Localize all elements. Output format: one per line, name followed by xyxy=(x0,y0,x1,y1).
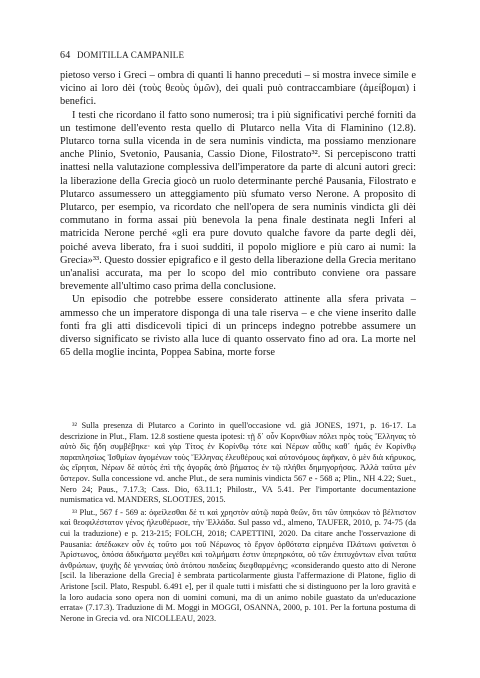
main-text xyxy=(60,69,416,359)
footnote-33: ³³ Plut., 567 f - 569 a: ὀφείλεσθαι δέ τι καὶ χρηστὸν αὐτῷ παρὰ θεῶν, ὅτι τῶν ὑπηκόων τὸ βέλτιστον καὶ θεοφιλέστατον γένος ἠλευθέρωσε, τὴν Ἑλλάδα. Sul passo vd., almeno, TAUFER, 2010, p. 74-75 (da cui la traduzione) e p. 213-215; FOLCH, 2018; CAPETTINI, 2020. Da citare anche l'osservazione di Pausania: ἀπέδωκεν οὖν ἐς τοῦτο μοι τοῦ Νέρωνος τὸ ἔργον ὀρθότατα εἰρημένα Πλάτωνι φαίνεται ὁ Ἀρίστωνος, ὁπόσα ἀδικήματα μεγέθει καὶ τολμήματι ἐστιν ὑπερηρκότα, οὐ τῶν ἐπιτυχόντων εἶναι ταῦτα ἀνθρώπων, ψυχῆς δὲ γενναίας ὑπὸ ἀτόπου παιδείας διεφθαρμένης; «considerando questo atto di Nerone [scil. la liberazione della Grecia] è sembrata particolarmente giusta l'affermazione di Platone, figlio di Aristone [scil. Plato, Respubl. 6.491 e], per il quale tutti i misfatti che si distinguono per la loro gravità e la loro audacia sono opera non di uomini comuni, ma di un animo nobile guastato da un'educazione errata» (7.17.3). Traduzione di M. Moggi in MOGGI, OSANNA, 2000, p. 101. Per la fortuna postuma di Nerone in Grecia vd. ora NICOLLEAU, 2023. xyxy=(60,507,416,623)
paragraph-2: I testi che ricordano il fatto sono numerosi; tra i più significativi perché forniti da un testimone dell'evento resta quello di Plutarco nella Vita di Flaminino (12.8). Plutarco torna sulla vicenda in de sera numinis vindicta, ma possiamo menzionare anche Plinio, Svetonio, Pausania, Cassio Dione, Filostrato³². Si percepiscono tratti inattesi nella valutazione complessiva dell'imperatore da parte di alcuni autori greci: la liberazione della Grecia giocò un ruolo determinante perché Pausania, Filostrato e Plutarco assumessero un atteggiamento più sfumato verso Nerone. A proposito di Plutarco, per esempio, va ricordato che nell'opera de sera numinis vindicta gli dèi commutano in forma assai più benevola la pena finale destinata negli Inferi al matricida Nerone perché «gli era pure dovuto qualche favore da parte degli dèi, poiché aveva liberato, fra i suoi sudditi, il popolo migliore e più caro ai numi: la Grecia»³³. Questo dossier epigrafico e il gesto della liberazione della Grecia meritano un'analisi accurata, ma per lo scopo del mio contributo conviene ora passare brevemente all'ultimo caso prima della conclusione. xyxy=(60,109,416,293)
footnote-32: ³² Sulla presenza di Plutarco a Corinto in quell'occasione vd. già JONES, 1971, p. 16-17. La descrizione in Plut., Flam. 12.8 sostiene questa ipotesi: τῇ δ᾽ οὖν Κορινθίων πόλει πρὸς τοὺς Ἕλληνας τὸ αὐτὸ δὶς ἤδη συμβέβηκε· καὶ γὰρ Τίτος ἐν Κορίνθῳ τότε καὶ Νέρων αὖθις καθ᾽ ἡμᾶς ἐν Κορίνθῳ παραπλησίως Ἰσθμίων ἀγομένων τοὺς Ἕλληνας ἐλευθέρους καὶ αὐτονόμους ἀφῆκαν, ὁ μὲν διὰ κήρυκος, ὡς εἴρηται, Νέρων δὲ αὐτὸς ἐπὶ τῆς ἀγορᾶς ἀπὸ βήματος ἐν τῷ πλήθει δημηγορήσας. Ἀλλὰ ταῦτα μὲν ὕστερον. Sulla concessione vd. anche Plut., de sera numinis vindicta 567 e - 568 a; Plin., NH 4.22; Suet., Nero 24; Paus., 7.17.3; Cass. Dio, 63.11.1; Philostr., VA 5.41. Per l'importante documentazione numismatica vd. MANDERS, SLOOTJES, 2015. xyxy=(60,421,416,505)
page-number: 64 xyxy=(60,50,71,61)
footnotes xyxy=(60,421,416,624)
author-name: DOMITILLA CAMPANILE xyxy=(76,50,185,60)
paragraph-3: Un episodio che potrebbe essere considerato attinente alla sfera privata – ammesso che un imperatore disponga di una tale riserva – e che viene inserito dalle fonti fra gli atti disdicevoli tipici di un princeps indegno potrebbe assumere un diverso significato se rivisto alla luce di quanto osservato fino ad ora. La morte nel 65 della moglie incinta, Poppea Sabina, morte forse xyxy=(60,294,416,359)
running-header xyxy=(60,50,184,61)
paragraph-1: pietoso verso i Greci – ombra di quanti li hanno preceduti – si mostra invece simile e vicino ai loro dèi (τοὺς θεοὺς ὑμῶν), dei quali può contraccambiare (ἀμείβομαι) i benefici. xyxy=(60,70,416,108)
